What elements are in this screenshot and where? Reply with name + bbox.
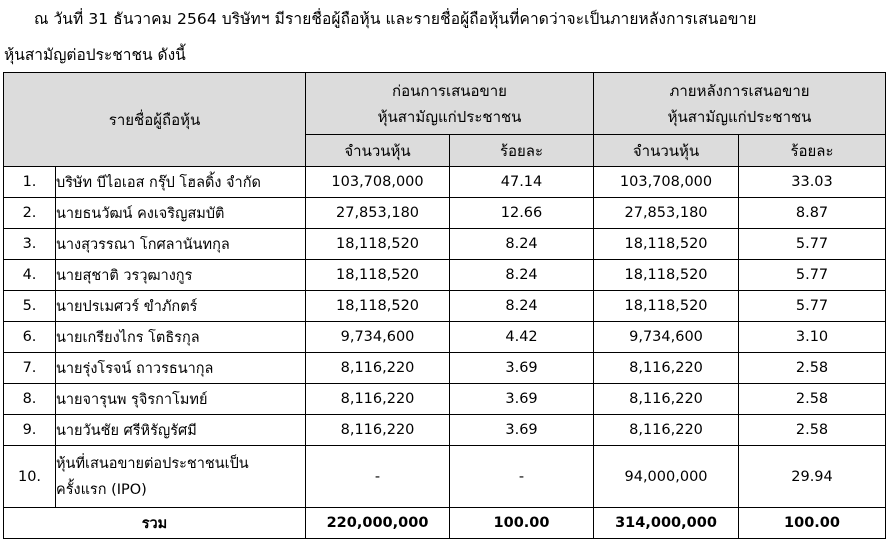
- row-number: 8.: [4, 384, 56, 415]
- before-header-line-1: ก่อนการเสนอขาย: [392, 81, 507, 100]
- table-row: [4, 167, 886, 198]
- after-shares: 18,118,520: [594, 291, 739, 322]
- after-percent: 2.58: [739, 384, 886, 415]
- table-row: [4, 353, 886, 384]
- total-label: รวม: [4, 508, 306, 539]
- before-shares: 18,118,520: [306, 229, 450, 260]
- before-shares: 9,734,600: [306, 322, 450, 353]
- table-row: [4, 198, 886, 229]
- after-percent: 2.58: [739, 353, 886, 384]
- after-shares: 18,118,520: [594, 260, 739, 291]
- row-number: 5.: [4, 291, 56, 322]
- before-shares: 18,118,520: [306, 291, 450, 322]
- before-offering-header: [306, 73, 594, 135]
- before-percent: 47.14: [450, 167, 594, 198]
- before-percent: 3.69: [450, 384, 594, 415]
- before-shares: 18,118,520: [306, 260, 450, 291]
- row-number: 7.: [4, 353, 56, 384]
- shareholder-name: นายรุ่งโรจน์ ถาวรธนากุล: [56, 353, 306, 384]
- after-shares: 8,116,220: [594, 353, 739, 384]
- before-percent: 12.66: [450, 198, 594, 229]
- after-shares: 18,118,520: [594, 229, 739, 260]
- shareholder-name: นางสุวรรณา โกศลานันทกุล: [56, 229, 306, 260]
- row-number: 10.: [4, 446, 56, 508]
- before-header-line-2: หุ้นสามัญแก่ประชาชน: [377, 107, 522, 126]
- after-percent-header: ร้อยละ: [739, 135, 886, 167]
- after-header-line-2: หุ้นสามัญแก่ประชาชน: [667, 107, 812, 126]
- intro-line-1: ณ วันที่ 31 ธันวาคม 2564 บริษัทฯ มีรายชื่อผู้ถือหุ้น และรายชื่อผู้ถือหุ้นที่คาดว่าจะเป็นภายหลังการเสนอขาย: [34, 10, 757, 28]
- after-percent: 8.87: [739, 198, 886, 229]
- shareholder-name: นายธนวัฒน์ คงเจริญสมบัติ: [56, 198, 306, 229]
- after-percent: 2.58: [739, 415, 886, 446]
- total-after-shares: 314,000,000: [594, 508, 739, 539]
- before-percent: 8.24: [450, 291, 594, 322]
- after-percent: 5.77: [739, 260, 886, 291]
- total-before-percent: 100.00: [450, 508, 594, 539]
- shareholder-name: บริษัท บีไอเอส กรุ๊ป โฮลดิ้ง จำกัด: [56, 167, 306, 198]
- after-shares-header: จำนวนหุ้น: [594, 135, 739, 167]
- before-shares: 103,708,000: [306, 167, 450, 198]
- after-shares: 8,116,220: [594, 415, 739, 446]
- shareholder-table: [3, 72, 886, 539]
- shareholder-name: นายเกรียงไกร โตธิรกุล: [56, 322, 306, 353]
- before-shares-header: จำนวนหุ้น: [306, 135, 450, 167]
- table-row: [4, 291, 886, 322]
- shareholder-name: นายปรเมศวร์ ขำภักตร์: [56, 291, 306, 322]
- row-number: 3.: [4, 229, 56, 260]
- before-percent: -: [450, 446, 594, 508]
- after-percent: 33.03: [739, 167, 886, 198]
- total-row: [4, 508, 886, 539]
- table-row: [4, 322, 886, 353]
- row-number: 2.: [4, 198, 56, 229]
- before-shares: 8,116,220: [306, 384, 450, 415]
- ipo-name-line-1: หุ้นที่เสนอขายต่อประชาชนเป็น: [56, 455, 249, 472]
- before-percent: 8.24: [450, 260, 594, 291]
- shareholder-name-header: รายชื่อผู้ถือหุ้น: [4, 73, 306, 167]
- before-shares: 8,116,220: [306, 415, 450, 446]
- after-percent: 3.10: [739, 322, 886, 353]
- before-shares: 27,853,180: [306, 198, 450, 229]
- table-row-ipo: [4, 446, 886, 508]
- row-number: 9.: [4, 415, 56, 446]
- before-percent: 3.69: [450, 353, 594, 384]
- after-shares: 27,853,180: [594, 198, 739, 229]
- table-row: [4, 260, 886, 291]
- after-percent: 29.94: [739, 446, 886, 508]
- after-shares: 9,734,600: [594, 322, 739, 353]
- before-percent-header: ร้อยละ: [450, 135, 594, 167]
- row-number: 6.: [4, 322, 56, 353]
- before-shares: 8,116,220: [306, 353, 450, 384]
- table-row: [4, 415, 886, 446]
- before-percent: 8.24: [450, 229, 594, 260]
- shareholder-name: นายสุชาติ วรวุฒางกูร: [56, 260, 306, 291]
- shareholder-name: นายวันชัย ศรีหิรัญรัศมี: [56, 415, 306, 446]
- intro-line-2: หุ้นสามัญต่อประชาชน ดังนี้: [4, 46, 186, 64]
- after-percent: 5.77: [739, 291, 886, 322]
- total-after-percent: 100.00: [739, 508, 886, 539]
- ipo-name-line-2: ครั้งแรก (IPO): [56, 481, 147, 498]
- after-shares: 103,708,000: [594, 167, 739, 198]
- row-number: 1.: [4, 167, 56, 198]
- before-percent: 3.69: [450, 415, 594, 446]
- shareholder-name: นายจารุนพ รุจิรกาโมทย์: [56, 384, 306, 415]
- shareholder-name: [56, 446, 306, 508]
- before-percent: 4.42: [450, 322, 594, 353]
- before-shares: -: [306, 446, 450, 508]
- after-shares: 94,000,000: [594, 446, 739, 508]
- row-number: 4.: [4, 260, 56, 291]
- after-offering-header: [594, 73, 886, 135]
- table-row: [4, 384, 886, 415]
- after-shares: 8,116,220: [594, 384, 739, 415]
- total-before-shares: 220,000,000: [306, 508, 450, 539]
- after-percent: 5.77: [739, 229, 886, 260]
- after-header-line-1: ภายหลังการเสนอขาย: [669, 81, 810, 100]
- table-row: [4, 229, 886, 260]
